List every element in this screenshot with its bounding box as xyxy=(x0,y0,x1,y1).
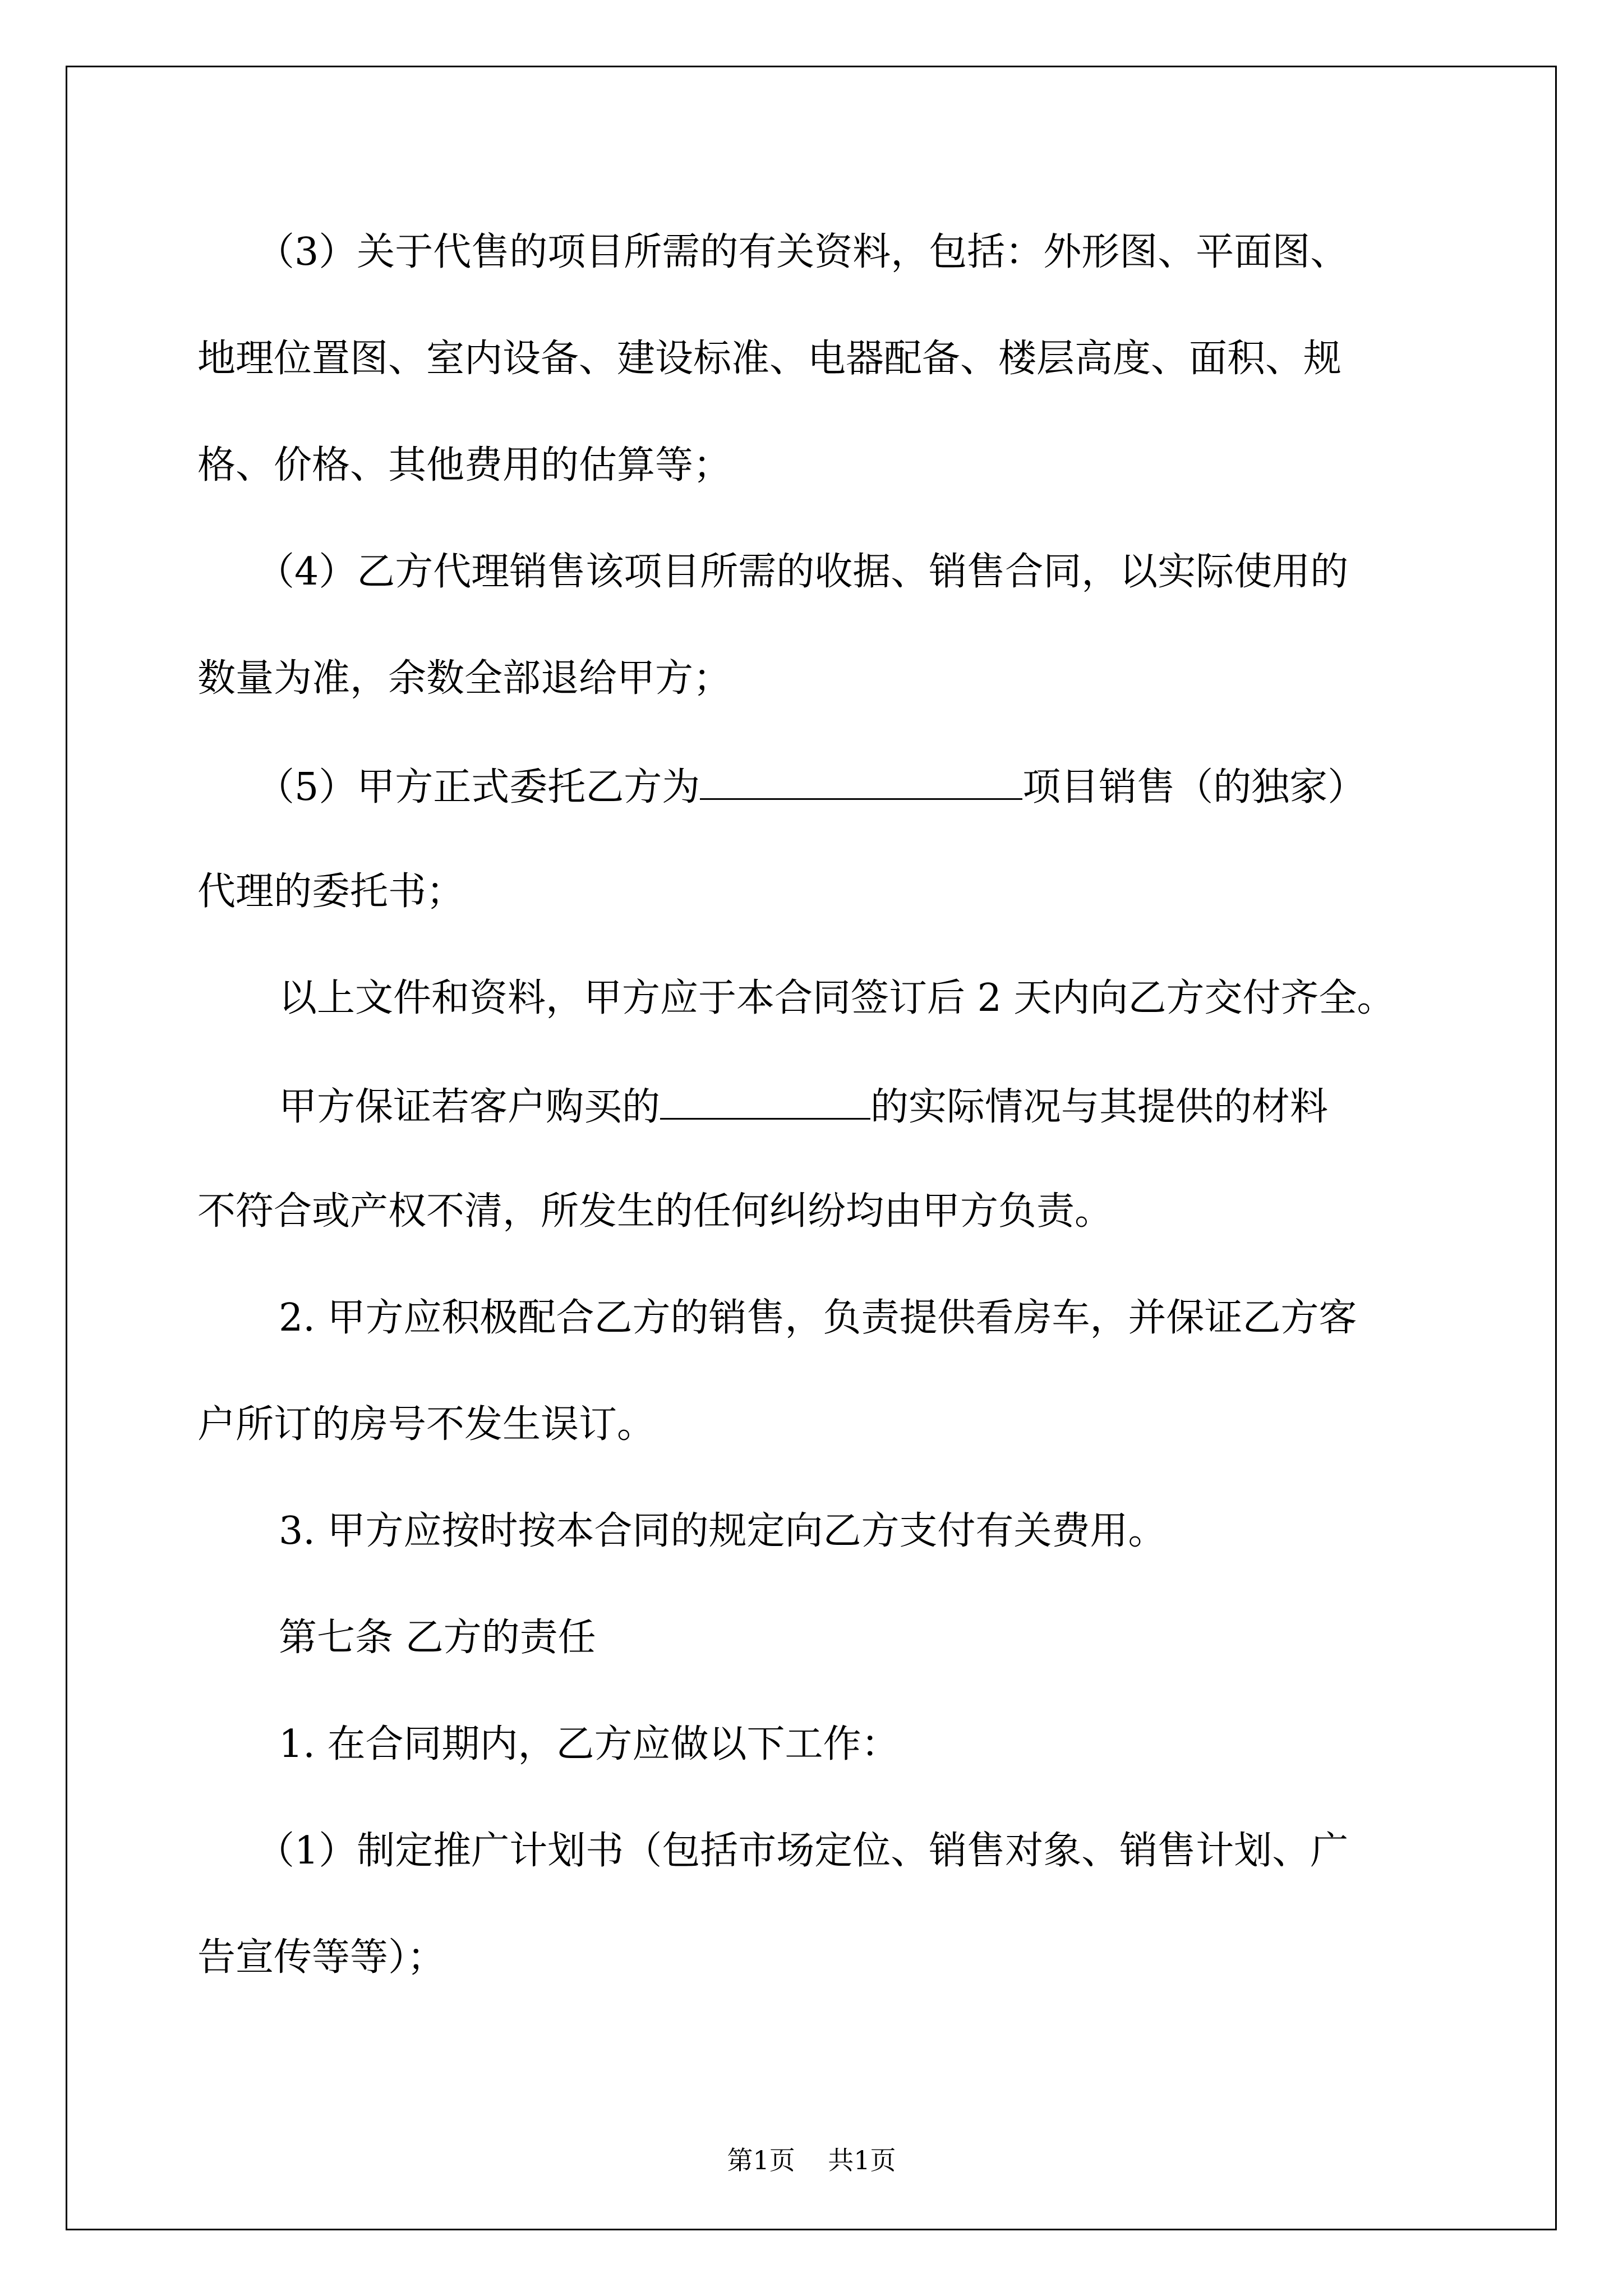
paragraph-line: （4）乙方代理销售该项目所需的收据、销售合同，以实际使用的 xyxy=(256,550,1349,594)
text-segment: 的实际情况与其提供的材料 xyxy=(870,1085,1329,1130)
paragraph-line: 地理位置图、室内设备、建设标准、电器配备、楼层高度、面积、规 xyxy=(197,337,1342,381)
paragraph-line: 不符合或产权不清，所发生的任何纠纷均由甲方负责。 xyxy=(197,1189,1113,1234)
paragraph-line: 格、价格、其他费用的估算等； xyxy=(197,443,732,487)
paragraph-line: 告宣传等等）； xyxy=(197,1935,446,1980)
fill-in-blank xyxy=(660,1084,870,1120)
paragraph-line: 1. 在合同期内，乙方应做以下工作： xyxy=(279,1722,900,1766)
paragraph-line: 户所订的房号不发生误订。 xyxy=(197,1402,656,1447)
paragraph-line: 3. 甲方应按时按本合同的规定向乙方支付有关费用。 xyxy=(279,1509,1166,1553)
text-segment: 甲方保证若客户购买的 xyxy=(279,1085,661,1130)
paragraph-line: 代理的委托书； xyxy=(197,869,465,914)
paragraph-line: 以上文件和资料，甲方应于本合同签订后 2 天内向乙方交付齐全。 xyxy=(279,976,1395,1020)
paragraph-line-with-blank xyxy=(256,764,1366,810)
section-heading: 第七条 乙方的责任 xyxy=(279,1616,596,1660)
paragraph-line: 数量为准，余数全部退给甲方； xyxy=(197,656,732,701)
text-segment: 项目销售（的独家） xyxy=(1022,765,1366,810)
page-footer: 第1页 共1页 xyxy=(727,2145,896,2175)
paragraph-line-with-blank xyxy=(279,1084,1329,1130)
paragraph-line: （1）制定推广计划书（包括市场定位、销售对象、销售计划、广 xyxy=(256,1829,1349,1873)
fill-in-blank xyxy=(700,764,1022,800)
text-segment: （5）甲方正式委托乙方为 xyxy=(256,765,700,810)
page-border xyxy=(66,66,1557,2230)
paragraph-line: 2. 甲方应积极配合乙方的销售，负责提供看房车，并保证乙方客 xyxy=(279,1296,1357,1340)
paragraph-line: （3）关于代售的项目所需的有关资料，包括：外形图、平面图、 xyxy=(256,230,1349,274)
